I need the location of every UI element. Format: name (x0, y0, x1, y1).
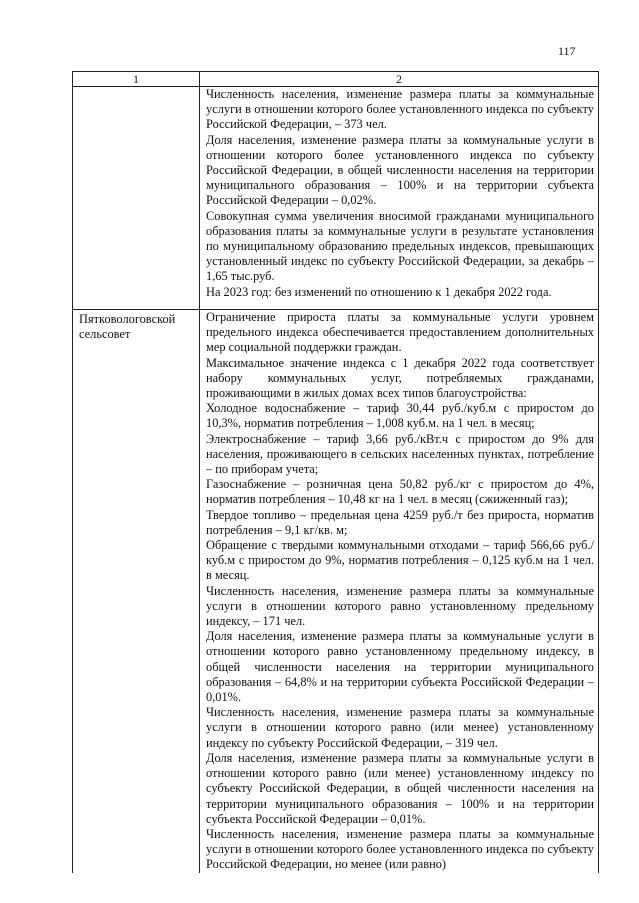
paragraph: Обращение с твердыми коммунальными отходами – тариф 566,66 руб./куб.м с приростом до 9%, норматив потребления – 0,125 куб.м на 1 чел. в месяц. (206, 538, 594, 583)
municipality-cell: Пятковологовской сельсовет (73, 310, 200, 873)
paragraph: Максимальное значение индекса с 1 декабря 2022 года соответствует набору коммунальных услуг, потребляемых гражданами, проживающими в жилых домах всех типов благоустройства: (206, 355, 594, 401)
header-cell-1: 1 (73, 72, 200, 87)
document-table (72, 71, 599, 873)
paragraph: Численность населения, изменение размера платы за коммунальные услуги в отношении которого равно (или менее) установленному индексу по субъекту Российской Федерации, – 319 чел. (206, 705, 594, 750)
page-number: 117 (558, 44, 576, 58)
header-cell-2: 2 (200, 72, 599, 87)
paragraph: На 2023 год: без изменений по отношению к 1 декабря 2022 года. (206, 284, 552, 299)
paragraph: Газоснабжение – розничная цена 50,82 руб./кг с приростом до 4%, норматив потребления – 10,48 кг на 1 чел. в месяц (сжиженный газ); (206, 477, 594, 507)
paragraph: Совокупная сумма увеличения вносимой гражданами муниципального образования платы за коммунальные услуги в результате установления по муниципальному образованию предельных индексов, превышающих установленный индекс по субъекту Российской Федерации, за декабрь – 1,65 тыс.руб. (206, 208, 594, 284)
paragraph: Электроснабжение – тариф 3,66 руб./кВт.ч с приростом до 9% для населения, проживающего в сельских населенных пунктах, потребление – по приборам учета; (206, 431, 594, 477)
paragraph: Численность населения, изменение размера платы за коммунальные услуги в отношении которого более установленного индекса по субъекту Российской Федерации, – 373 чел. (206, 87, 594, 132)
table-row (73, 310, 599, 873)
description-cell (200, 87, 599, 310)
paragraph: Холодное водоснабжение – тариф 30,44 руб./куб.м с приростом до 10,3%, норматив потребления – 1,008 куб.м. на 1 чел. в месяц; (206, 401, 594, 431)
paragraph: Численность населения, изменение размера платы за коммунальные услуги в отношении которого равно установленному предельному индексу, – 171 чел. (206, 583, 594, 629)
paragraph: Твердое топливо – предельная цена 4259 руб./т без прироста, норматив потребления – 9,1 кг/кв. м; (206, 507, 594, 537)
paragraph: Доля населения, изменение размера платы за коммунальные услуги в отношении которого более установленного индекса по субъекту Российской Федерации, в общей численности населения на территории муниципального образования – 100% и на территории субъекта Российской Федерации – 0,02%. (206, 132, 594, 208)
description-cell (200, 310, 599, 873)
table-header-row (73, 72, 599, 87)
paragraph: Доля населения, изменение размера платы за коммунальные услуги в отношении которого равно установленному предельному индексу, в общей численности населения на территории муниципального образования – 64,8% и на территории субъекта Российской Федерации – 0,01%. (206, 629, 594, 705)
table-row (73, 87, 599, 310)
municipality-cell (73, 87, 200, 310)
paragraph: Доля населения, изменение размера платы за коммунальные услуги в отношении которого равно (или менее) установленному индексу по субъекту Российской Федерации, в общей численности населения на территории муниципального образования – 100% и на территории субъекта Российской Федерации – 0,01%. (206, 750, 594, 826)
paragraph: Ограничение прироста платы за коммунальные услуги уровнем предельного индекса обеспечивается предоставлением дополнительных мер социальной поддержки граждан. (206, 310, 594, 355)
paragraph: Численность населения, изменение размера платы за коммунальные услуги в отношении которого более установленного индекса по субъекту Российской Федерации, но менее (или равно) (206, 826, 594, 872)
